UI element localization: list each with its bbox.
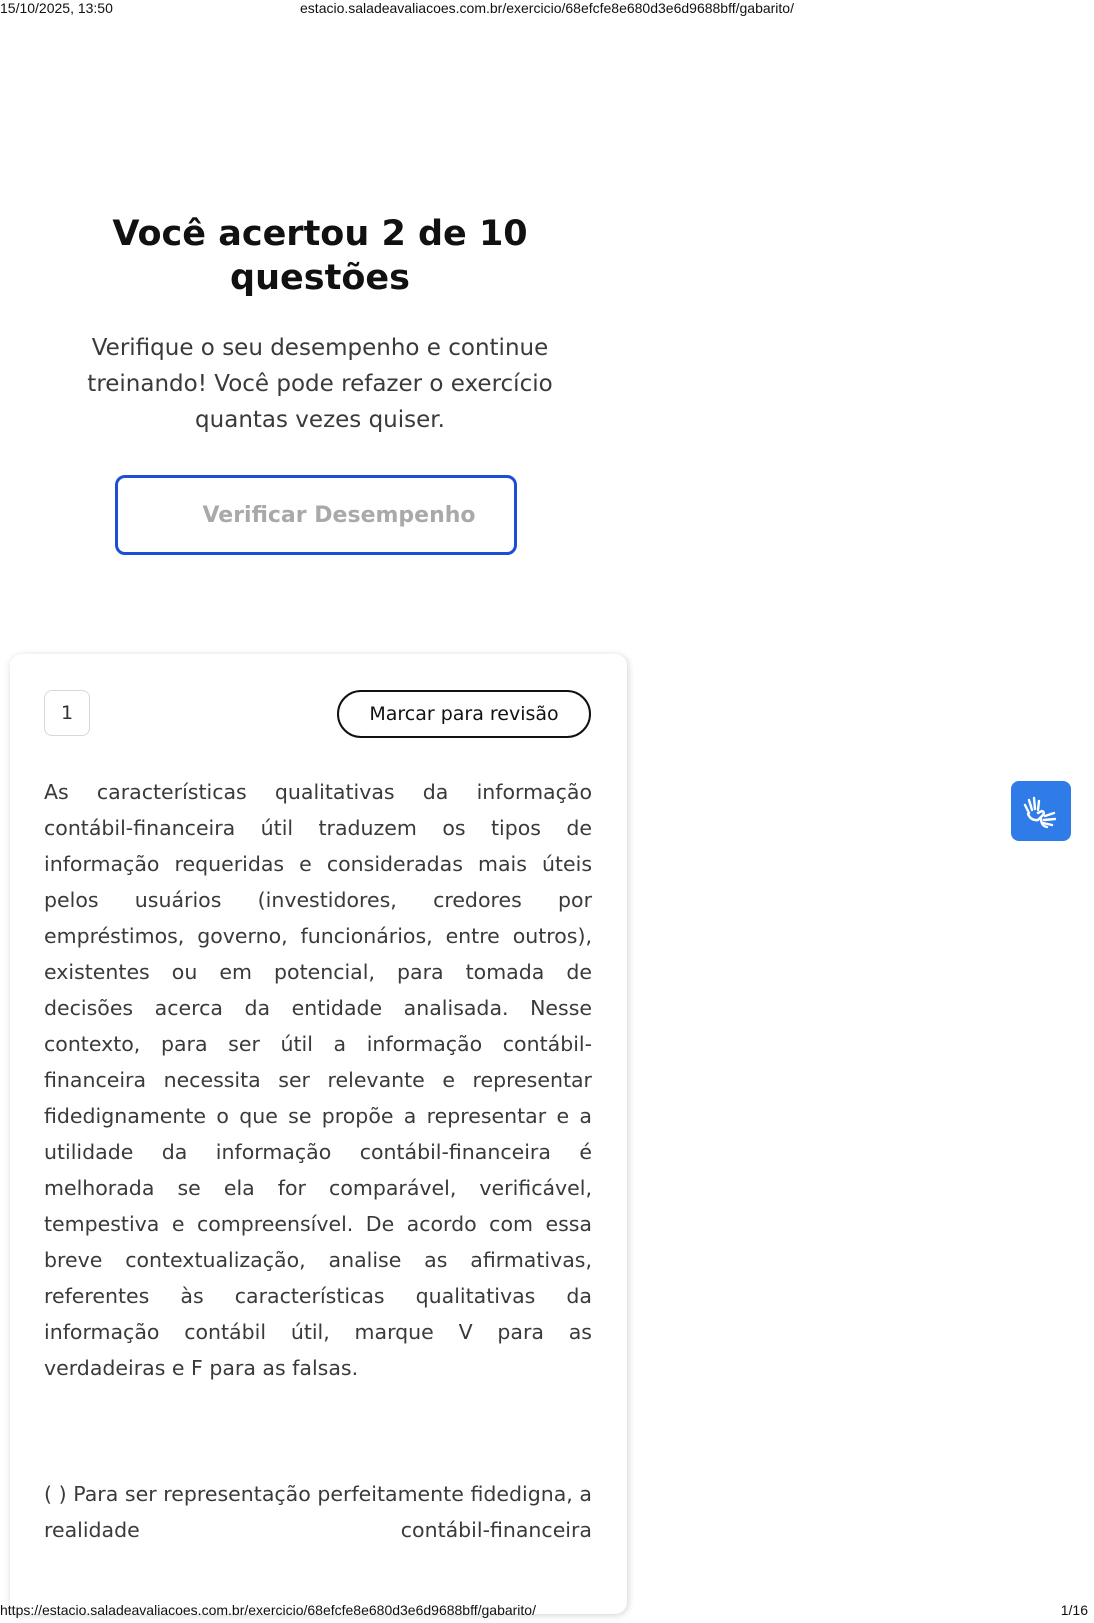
result-subtitle: Verifique o seu desempenho e continue treinando! Você pode refazer o exercício quantas vezes quiser.: [87, 335, 553, 433]
mark-for-review-button[interactable]: Marcar para revisão: [337, 690, 591, 738]
print-footer-url: https://estacio.saladeavaliacoes.com.br/exercicio/68efcfe8e680d3e6d9688bff/gabarito/: [0, 1602, 536, 1618]
sign-language-button[interactable]: [1011, 781, 1071, 841]
print-datetime: 15/10/2025, 13:50: [0, 0, 113, 16]
question-number-badge: 1: [44, 690, 90, 736]
sign-language-hands-icon: [1021, 791, 1061, 831]
print-header: [0, 0, 1094, 18]
print-page-number: 1/16: [1060, 1602, 1088, 1618]
verify-performance-button[interactable]: Verificar Desempenho: [115, 475, 517, 555]
print-page-url: estacio.saladeavaliacoes.com.br/exercicio/68efcfe8e680d3e6d9688bff/gabarito/: [300, 0, 794, 16]
question-statement-1: ( ) Para ser representação perfeitamente fidedigna, a realidade contábil-financeira: [44, 1482, 592, 1542]
result-title: Você acertou 2 de 10 questões: [112, 214, 528, 298]
print-footer: [0, 1602, 1094, 1620]
question-text: As características qualitativas da informação contábil-financeira útil traduzem os tipos de informação requeridas e consideradas mais úteis pelos usuários (investidores, credores por empréstimos, governo, funcionários, entre outros), existentes ou em potencial, para tomada de decisões acerca da entidade analisada. Nesse contexto, para ser útil a informação contábil-financeira necessita ser relevante e representar fidedignamente o que se propõe a representar e a utilidade da informação contábil-financeira é melhorada se ela for comparável, verificável, tempestiva e compreensível. De acordo com essa breve contextualização, analise as afirmativas, referentes às características qualitativas da informação contábil útil, marque V para as verdadeiras e F para as falsas.: [44, 780, 592, 1380]
question-card: [10, 654, 627, 1614]
